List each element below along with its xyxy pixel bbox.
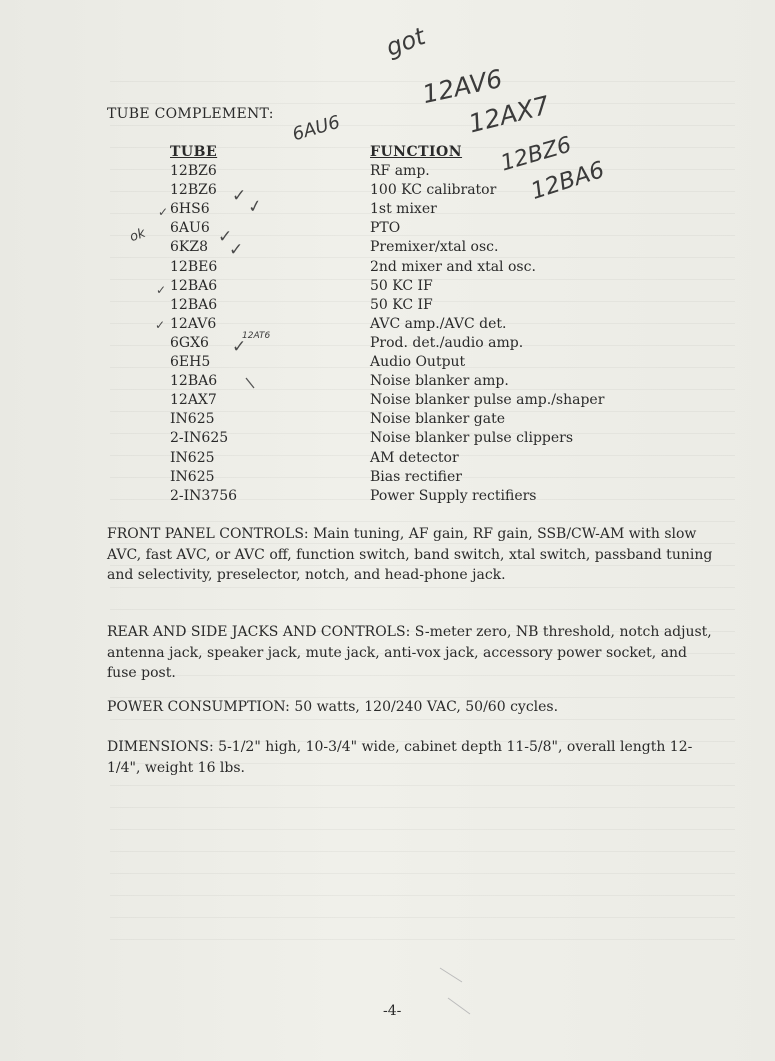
tube-type: 12BA6	[170, 296, 218, 313]
checkmark-icon: ✓	[229, 240, 244, 260]
tube-function: 50 KC IF	[370, 277, 433, 294]
handwritten-12av6: 12AV6	[419, 63, 505, 110]
tube-type: 12BZ6	[170, 182, 217, 199]
handwritten-margin-ok: ok	[127, 225, 148, 246]
power-consumption: POWER CONSUMPTION: 50 watts, 120/240 VAC, 50/60 cycles.	[107, 699, 559, 715]
tube-function: PTO	[370, 220, 401, 237]
checkmark-icon: ✓	[246, 195, 264, 219]
rear-side-jacks: REAR AND SIDE JACKS AND CONTROLS: S-meter zero, NB threshold, notch adjust, antenna jack, speaker jack, mute jack, anti-vox jack, accessory power socket, and fuse post.	[107, 624, 712, 681]
tube-function: Power Supply rectifiers	[370, 487, 537, 504]
handwritten-12ax7: 12AX7	[465, 90, 553, 139]
col-function-header: FUNCTION	[370, 144, 463, 160]
tube-function: Audio Output	[370, 354, 466, 371]
tube-function: Bias rectifier	[370, 468, 462, 485]
page-number: -4-	[383, 1003, 402, 1019]
tube-type: 2-IN625	[170, 430, 229, 447]
tube-function: 100 KC calibrator	[370, 182, 497, 199]
checkmark-icon: ✓	[156, 283, 167, 297]
tube-type: 6EH5	[170, 354, 211, 371]
tube-function: Noise blanker pulse amp./shaper	[370, 392, 605, 409]
tube-function: 2nd mixer and xtal osc.	[370, 258, 536, 275]
checkmark-icon: ✓	[232, 186, 247, 206]
tube-function: AM detector	[370, 449, 459, 466]
tube-type: 12BZ6	[170, 163, 217, 180]
handwritten-6au6: 6AU6	[290, 111, 343, 146]
tube-type: 12AV6	[170, 315, 217, 332]
tube-function: Noise blanker pulse clippers	[370, 430, 574, 447]
tube-type: 2-IN3756	[170, 487, 238, 504]
tube-function: 50 KC IF	[370, 296, 433, 313]
tube-type: 12BA6	[170, 277, 218, 294]
tube-function: Premixer/xtal osc.	[370, 239, 499, 256]
tube-type: 12BE6	[170, 258, 218, 275]
tube-type: 6HS6	[170, 201, 210, 218]
checkmark-icon: ✓	[158, 205, 169, 219]
tube-function: 1st mixer	[370, 201, 437, 218]
front-panel-controls: FRONT PANEL CONTROLS: Main tuning, AF gain, RF gain, SSB/CW-AM with slow AVC, fast AVC, or AVC off, function switch, band switch, xtal switch, passband tuning and selectivity, preselector, notch, and head-phone jack.	[107, 526, 713, 583]
handwritten-12at6: 12AT6	[242, 331, 271, 341]
tube-function: Noise blanker amp.	[370, 373, 509, 390]
dimensions: DIMENSIONS: 5-1/2" high, 10-3/4" wide, cabinet depth 11-5/8", overall length 12-1/4", weight 16 lbs.	[107, 739, 693, 776]
handwritten-got: got	[382, 22, 429, 62]
tube-type: 6KZ8	[170, 239, 209, 256]
col-tube-header: TUBE	[170, 144, 218, 160]
tube-type: IN625	[170, 449, 215, 466]
tube-function: RF amp.	[370, 163, 430, 180]
tube-type: 12AX7	[170, 392, 217, 409]
checkmark-icon: ✓	[232, 337, 247, 357]
tube-function: Noise blanker gate	[370, 411, 506, 428]
tube-function: AVC amp./AVC det.	[370, 315, 507, 332]
tube-type: IN625	[170, 411, 215, 428]
checkmark-icon: ✓	[155, 318, 166, 332]
tube-type: 6GX6	[170, 334, 209, 351]
tube-type: 6AU6	[170, 220, 210, 237]
checkmark-icon: ✓	[218, 227, 233, 247]
handwritten-12ba6: 12BA6	[527, 156, 608, 206]
tube-type: IN625	[170, 468, 215, 485]
section-heading: TUBE COMPLEMENT:	[107, 106, 274, 122]
tube-function: Prod. det./audio amp.	[370, 334, 524, 351]
tube-type: 12BA6	[170, 373, 218, 390]
handwritten-12bz6: 12BZ6	[497, 132, 575, 177]
